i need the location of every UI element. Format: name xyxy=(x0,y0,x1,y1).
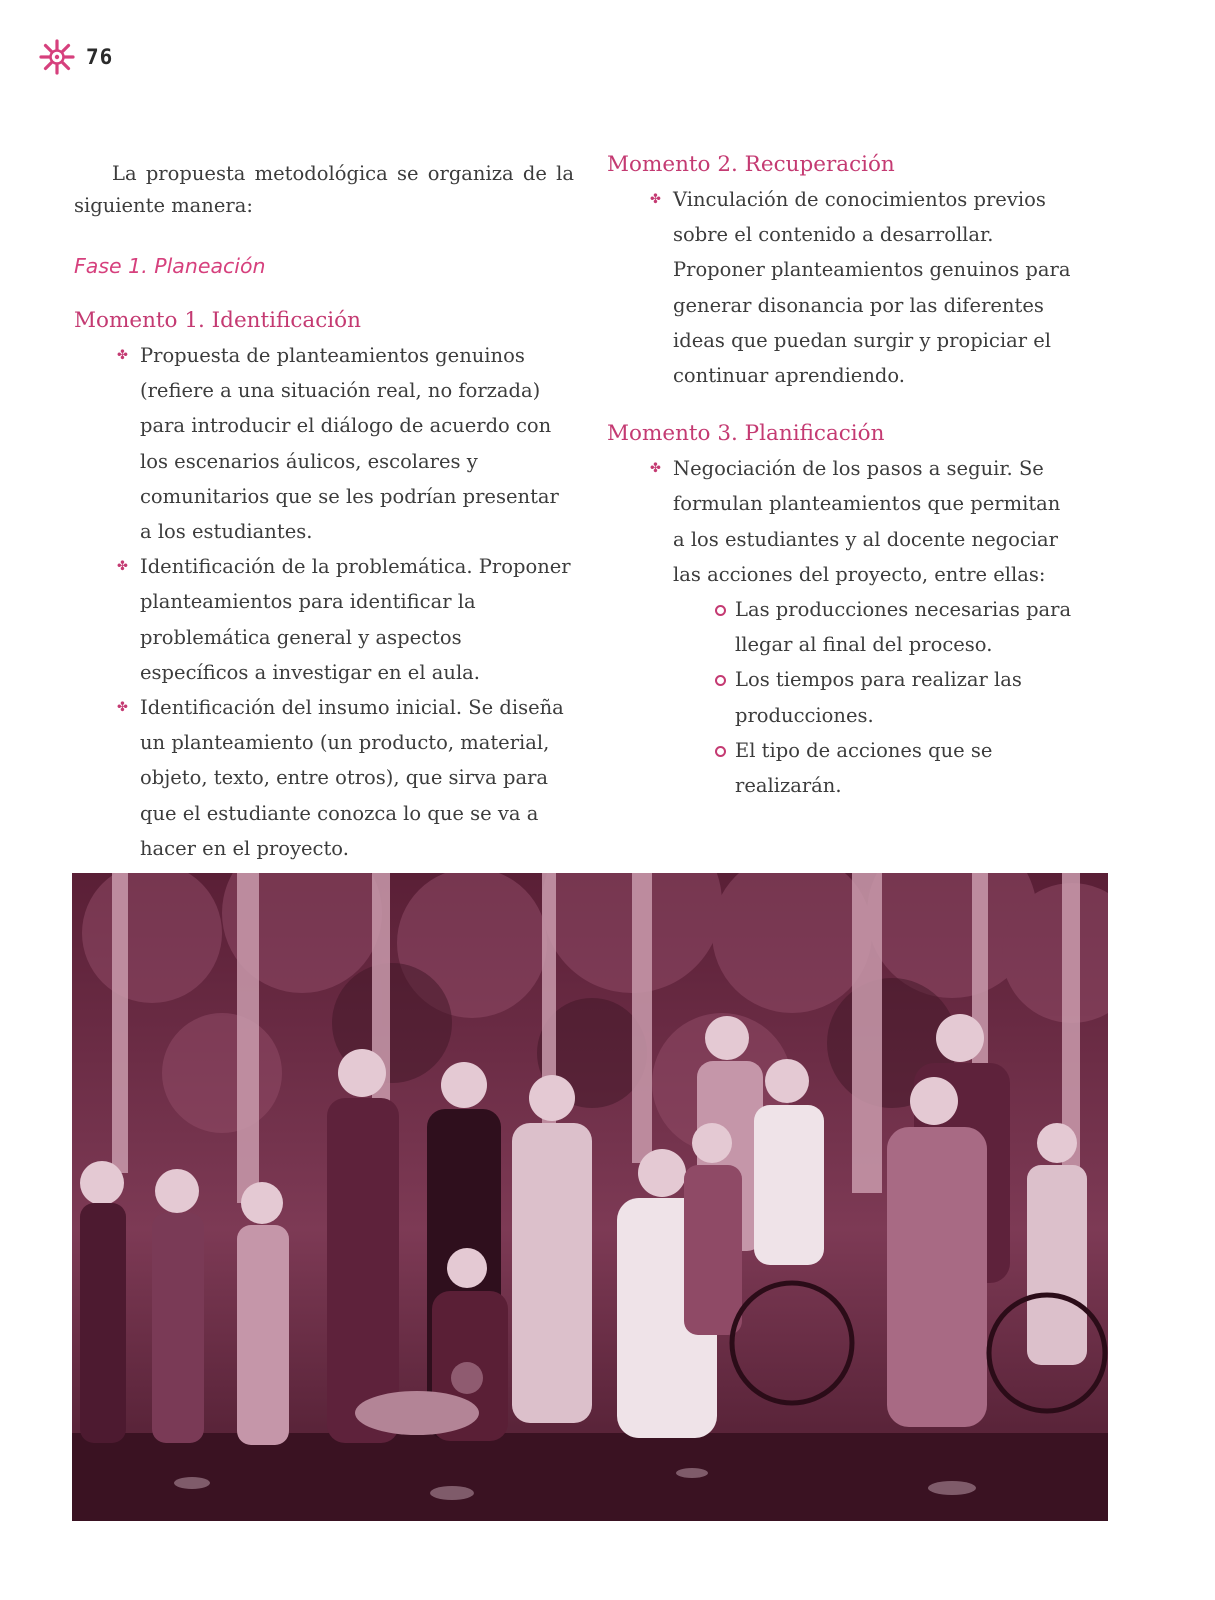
circle-bullet-icon xyxy=(715,675,726,686)
circle-bullet-icon xyxy=(715,605,726,616)
page-header xyxy=(38,38,113,76)
diamond-bullet-icon: ✤ xyxy=(117,700,128,716)
diamond-bullet-icon: ✤ xyxy=(117,559,128,575)
diamond-bullet-icon: ✤ xyxy=(650,192,661,207)
list-item-text: Identificación del insumo inicial. Se diseña un planteamiento (un producto, material, objeto, texto, entre otros), que sirva para que el estudiante conozca lo que se va a hacer en el proyecto. xyxy=(140,696,564,860)
list-item-text: Propuesta de planteamientos genuinos (refiere a una situación real, no forzada) para introducir el diálogo de acuerdo con los escenarios áulicos, escolares y comunitarios que se les podrían presentar a los estudiantes. xyxy=(140,344,559,544)
left-column xyxy=(74,150,574,866)
list-item-text: Identificación de la problemática. Proponer planteamientos para identificar la problemática general y aspectos específicos a investigar en el aula. xyxy=(140,555,571,684)
list-item xyxy=(117,690,574,866)
asterisk-flower-icon xyxy=(38,38,76,76)
circle-bullet-icon xyxy=(715,746,726,757)
sub-list-item xyxy=(735,662,1077,732)
sub-list-item-text: Los tiempos para realizar las producciones. xyxy=(735,668,1022,727)
moment-1-heading: Momento 1. Identificación xyxy=(74,308,361,333)
list-item xyxy=(117,338,574,549)
moment-3-sublist xyxy=(607,592,1077,803)
sub-list-item-text: Las producciones necesarias para llegar al final del proceso. xyxy=(735,598,1072,657)
sub-list-item xyxy=(735,733,1077,803)
sub-list-item-text: El tipo de acciones que se realizarán. xyxy=(735,738,993,798)
community-group-photo xyxy=(72,873,1108,1521)
list-item-text: Negociación de los pasos a seguir. Se formulan planteamientos que permitan a los estudiantes y al docente negociar las acciones del proyecto, entre ellas: xyxy=(673,457,1061,586)
diamond-bullet-icon: ✤ xyxy=(117,348,128,363)
list-item-text: Vinculación de conocimientos previos sobre el contenido a desarrollar. Proponer planteamientos genuinos para generar disonancia por las diferentes ideas que puedan surgir y propiciar el continuar aprendiendo. xyxy=(673,188,1071,388)
sub-list-item xyxy=(735,592,1077,662)
photo-illustration xyxy=(72,873,1108,1521)
moment-2-heading: Momento 2. Recuperación xyxy=(607,152,895,177)
list-item xyxy=(117,549,574,690)
moment-3-heading: Momento 3. Planificación xyxy=(607,421,885,447)
list-item xyxy=(650,182,1077,393)
moment-2-list xyxy=(607,182,1077,393)
diamond-bullet-icon: ✤ xyxy=(650,461,661,477)
moment-3-list xyxy=(607,451,1077,592)
phase-heading: Fase 1. Planeación xyxy=(74,254,266,278)
right-column xyxy=(607,150,1077,803)
page-number: 76 xyxy=(86,45,114,69)
intro-paragraph: La propuesta metodológica se organiza de la siguiente manera: xyxy=(74,162,574,217)
list-item xyxy=(650,451,1077,592)
moment-1-list xyxy=(74,338,574,866)
